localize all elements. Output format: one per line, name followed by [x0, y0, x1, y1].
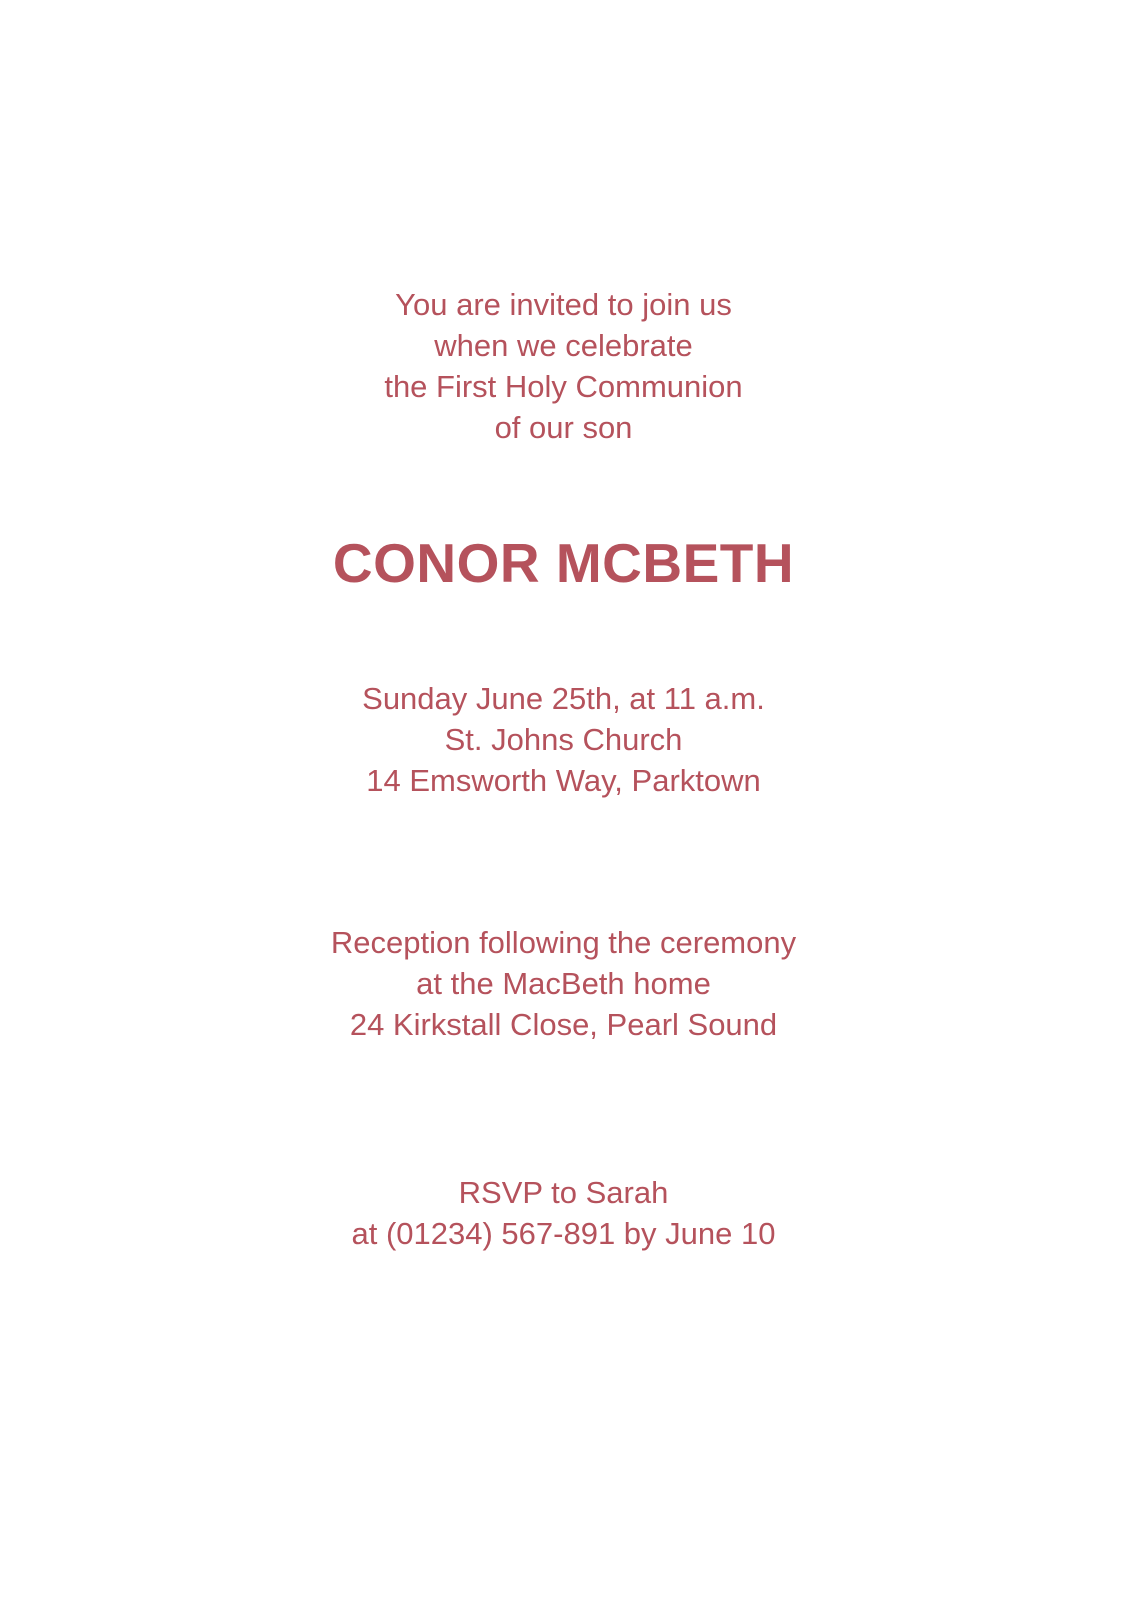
- ceremony-venue: St. Johns Church: [444, 722, 683, 757]
- ceremony-date-time: Sunday June 25th, at 11 a.m.: [362, 681, 765, 716]
- intro-line: You are invited to join us: [395, 287, 732, 322]
- rsvp-phone-deadline: at (01234) 567-891 by June 10: [351, 1216, 776, 1251]
- reception-note: Reception following the ceremony: [330, 925, 797, 960]
- reception-details: [0, 922, 1127, 1045]
- honoree-name-block: [0, 530, 1127, 596]
- invitation-intro: [0, 284, 1127, 448]
- rsvp-details: [0, 1172, 1127, 1254]
- intro-line: when we celebrate: [434, 328, 693, 363]
- intro-line: the First Holy Communion: [384, 369, 743, 404]
- honoree-name: CONOR MCBETH: [332, 532, 795, 594]
- ceremony-details: [0, 678, 1127, 801]
- reception-address: 24 Kirkstall Close, Pearl Sound: [349, 1007, 778, 1042]
- intro-line: of our son: [494, 410, 633, 445]
- reception-venue: at the MacBeth home: [416, 966, 711, 1001]
- ceremony-address: 14 Emsworth Way, Parktown: [366, 763, 761, 798]
- rsvp-contact: RSVP to Sarah: [458, 1175, 669, 1210]
